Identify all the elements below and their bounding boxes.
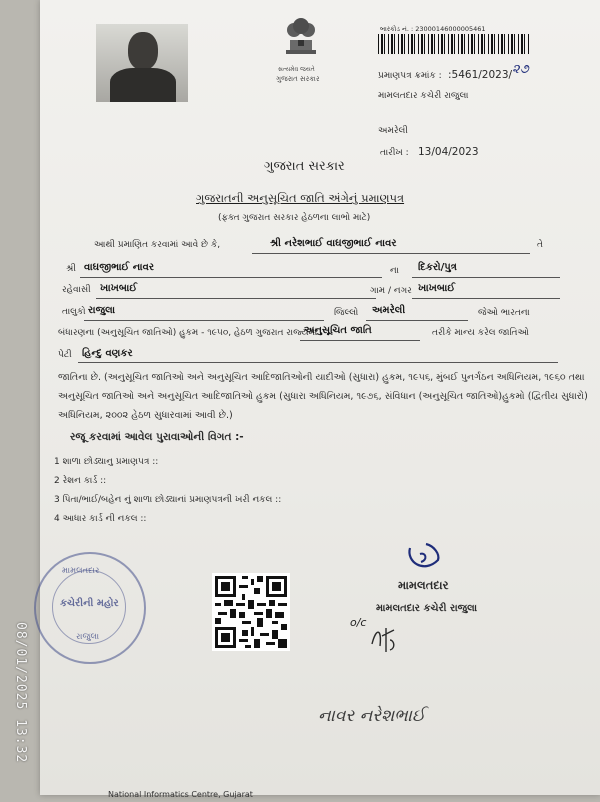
handwritten-name: નાવર નરેશભાઈ [318, 706, 426, 726]
certificate-title: ગુજરાતની અનુસૂચિત જાતિ અંગેનું પ્રમાણપત્ર [196, 191, 405, 205]
state-emblem-icon [272, 10, 330, 66]
evidence-item-1: 1 શાળા છોડ્યાનુ પ્રમાણપત્ર :: [54, 457, 159, 467]
cert-number-label: પ્રમાણપત્ર ક્રમાંક : [378, 71, 442, 81]
line2-prefix: શ્રી [66, 264, 76, 274]
legal-paragraph-line-2: અનુસૂચિત જાતિઓ અને અનુસૂચિત આદિજાતિઓ હુકમ (સુધારા અધિનિયમ, ૧૯૭૬, સંવિધાન (અનુસૂચિત જાતિઓ)હુકમો (દ્વિતીય સુધારો) [58, 391, 588, 402]
barcode [378, 34, 530, 54]
line4-suffix: જેઓ ભારતના [478, 308, 530, 318]
peti-caste: હિન્દુ વણકર [82, 348, 133, 359]
taluka: રાજુલા [88, 305, 116, 316]
qr-code [212, 573, 290, 651]
evidence-item-4: 4 આધાર કાર્ડ ની નકલ :: [54, 514, 147, 524]
district-label: જિલ્લો [334, 308, 359, 318]
date-label: તારીખ : [380, 148, 409, 158]
emblem-caption-1: સત્યમેવ જયતે [278, 66, 315, 73]
seal-top-text: મામલતદાર [62, 566, 100, 576]
issuing-district: અમરેલી [378, 126, 408, 136]
seal-middle-text: કચેરીની મહોર [60, 598, 119, 609]
cert-number-handwritten: ૨૭ [512, 62, 529, 77]
village-name: ખાખબાઈ [418, 283, 456, 294]
evidence-item-3: 3 પિતા/ભાઈ/બહેન નું શાળા છોડ્યાનાં પ્રમાણપત્રની ખરી નકલ :: [54, 495, 282, 505]
cert-number: :5461/2023/ [448, 69, 513, 81]
evidence-item-2: 2 રેશન કાર્ડ :: [54, 476, 107, 486]
line1-prefix: આથી પ્રમાણિત કરવામાં આવે છે કે, [94, 240, 221, 250]
signatory-title: મામલતદાર [398, 578, 449, 592]
applicant-photo [96, 24, 188, 102]
evidence-heading: રજૂ કરવામાં આવેલ પુરાવાઓની વિગત :- [70, 431, 244, 443]
peti-label: પેટી [58, 350, 72, 360]
applicant-name: શ્રી નરેશભાઈ વાઘજીભાઈ નાવર [270, 238, 397, 249]
certificate-subtitle: (ફક્ત ગુજરાત સરકાર હેઠળના લાભો માટે) [218, 213, 371, 223]
signatory-initial: o/c [350, 616, 367, 629]
residence-label: રહેવાસી [62, 285, 91, 295]
signatory-scribble-icon [368, 622, 400, 656]
seal-bottom-text: રાજુલા [76, 632, 100, 642]
footer-text: National Informatics Centre, Gujarat [108, 790, 253, 799]
barcode-label: બારકોડ નં. : 23000146000005461 [380, 25, 486, 33]
relation-prefix: ના [390, 266, 399, 276]
father-name: વાઘજીભાઈ નાવર [84, 262, 155, 273]
emblem-caption-2: ગુજરાત સરકાર [276, 75, 320, 83]
line5-prefix: બંધારણના (અનુસૂચિત જાતિઓ) હુકમ - ૧૯૫૦, હેઠળ ગુજરાત રાજ્યમાં [58, 328, 318, 338]
photo-timestamp: 08/01/2025 13:32 [13, 622, 28, 764]
issue-date: 13/04/2023 [418, 146, 479, 158]
residence-village: ખાખબાઈ [100, 283, 138, 294]
district: અમરેલી [372, 305, 406, 316]
line1-suffix: તે [537, 240, 543, 250]
signature-mark-icon [404, 540, 444, 576]
relation: દિકરો/પુત્ર [418, 262, 457, 273]
village-label: ગામ / નગર [370, 286, 412, 296]
signatory-office: મામલતદાર કચેરી રાજુલા [376, 603, 478, 614]
government-title: ગુજરાત સરકાર [264, 159, 345, 174]
taluka-label: તાલુકો [62, 307, 86, 317]
caste-type: અનુસૂચિત જાતિ [304, 325, 372, 336]
line5-suffix: તરીકે માન્ય કરેલ જાતિઓ [432, 328, 529, 338]
legal-paragraph-line-3: અધિનિયમ, ૨૦૦૨ હેઠળ સુધારવામાં આવી છે.) [58, 410, 233, 421]
legal-paragraph-line-1: જાતિના છે. (અનુસૂચિત જાતિઓ અને અનુસૂચિત આદિજાતિઓની યાદીઓ (સુધારા) હુકમ, ૧૯૫૬, મુંબઈ પુનર્ગઠન અધિનિયમ, ૧૯૬૦ તથા [58, 372, 585, 383]
issuing-office: મામલતદાર કચેરી રાજુલા [378, 91, 469, 101]
